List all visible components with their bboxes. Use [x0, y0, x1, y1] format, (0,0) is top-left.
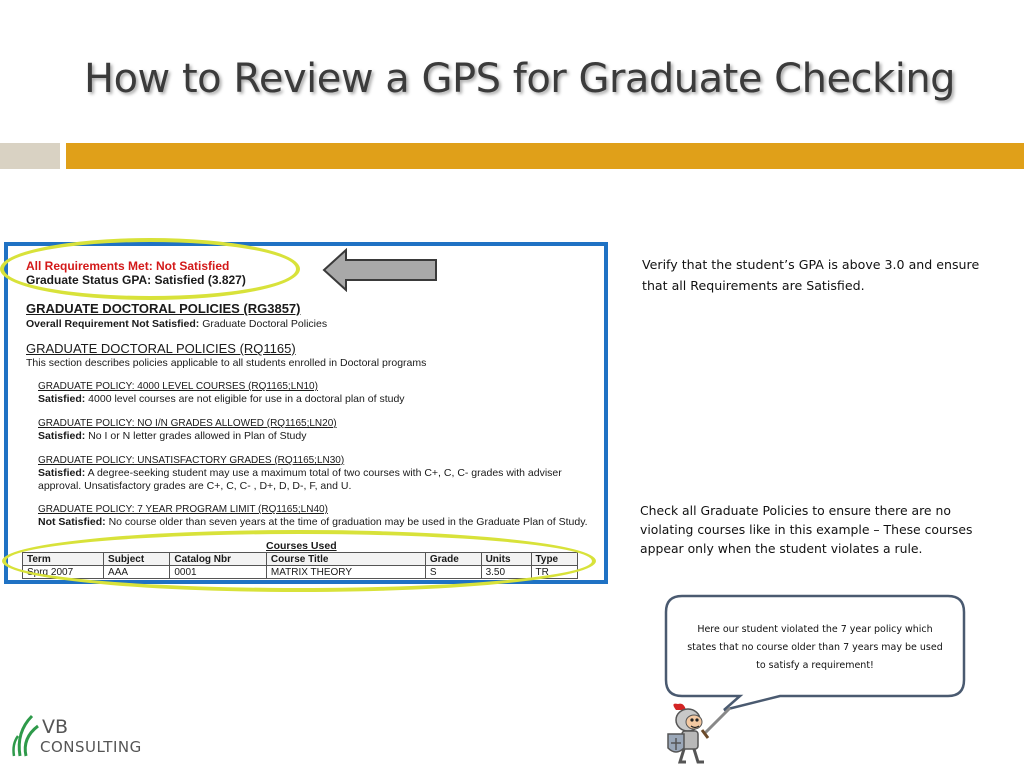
- column-header: Catalog Nbr: [170, 553, 267, 566]
- table-cell: AAA: [104, 566, 170, 579]
- table-cell: MATRIX THEORY: [266, 566, 425, 579]
- accent-bar-left: [0, 143, 60, 169]
- gpa-status: Graduate Status GPA: Satisfied (3.827): [26, 273, 246, 287]
- policy-text: Satisfied: 4000 level courses are not eligible for use in a doctoral plan of study: [38, 393, 405, 405]
- column-header: Subject: [104, 553, 170, 566]
- policy-title: GRADUATE POLICY: 4000 LEVEL COURSES (RQ1165;LN10): [38, 381, 318, 392]
- accent-bar-main: [66, 143, 1024, 169]
- policy-text: Not Satisfied: No course older than seven years at the time of graduation may be used in the Graduate Plan of Study.: [38, 516, 588, 528]
- left-arrow-icon: [322, 248, 440, 292]
- policy-title: GRADUATE POLICY: 7 YEAR PROGRAM LIMIT (RQ1165;LN40): [38, 504, 328, 515]
- table-cell: S: [425, 566, 481, 579]
- section1-text: Overall Requirement Not Satisfied: Graduate Doctoral Policies: [26, 318, 328, 330]
- policy-instruction: Check all Graduate Policies to ensure there are no violating courses like in this example – These courses appear only when the student violates a rule.: [640, 503, 973, 556]
- policy-text: Satisfied: No I or N letter grades allowed in Plan of Study: [38, 430, 307, 442]
- column-header: Units: [481, 553, 531, 566]
- table-cell: 0001: [170, 566, 267, 579]
- policy-title: GRADUATE POLICY: NO I/N GRADES ALLOWED (RQ1165;LN20): [38, 418, 337, 429]
- table-cell: Sprg 2007: [23, 566, 104, 579]
- knight-mascot-icon: [664, 700, 740, 768]
- bubble-text: Here our student violated the 7 year policy which states that no course older than 7 years may be used to satisfy a requirement!: [687, 624, 943, 671]
- logo-vb-text: VB: [42, 716, 69, 738]
- policy-text-continued: approval. Unsatisfactory grades are C+, C, C- , D+, D, D-, F, and U.: [38, 480, 352, 492]
- column-header: Grade: [425, 553, 481, 566]
- gpa-instruction: Verify that the student’s GPA is above 3.0 and ensure that all Requirements are Satisfied.: [642, 257, 980, 293]
- table-cell: TR: [531, 566, 577, 579]
- section2-title: GRADUATE DOCTORAL POLICIES (RQ1165): [26, 341, 296, 356]
- section1-title: GRADUATE DOCTORAL POLICIES (RG3857): [26, 301, 301, 316]
- logo-consulting-text: CONSULTING: [40, 738, 142, 756]
- table-cell: 3.50: [481, 566, 531, 579]
- column-header: Course Title: [266, 553, 425, 566]
- highlight-oval-courses: [2, 530, 596, 592]
- column-header: Type: [531, 553, 577, 566]
- column-header: Term: [23, 553, 104, 566]
- policy-title: GRADUATE POLICY: UNSATISFACTORY GRADES (RQ1165;LN30): [38, 455, 345, 466]
- requirements-status: All Requirements Met: Not Satisfied: [26, 259, 230, 273]
- slide-title: How to Review a GPS for Graduate Checking: [84, 56, 956, 102]
- vb-logo-icon: [10, 714, 40, 758]
- courses-used-label: Courses Used: [266, 540, 337, 552]
- highlight-oval-requirements: [0, 238, 300, 300]
- policy-text: Satisfied: A degree-seeking student may use a maximum total of two courses with C+, C, C- grades with adviser: [38, 467, 562, 479]
- section2-text: This section describes policies applicable to all students enrolled in Doctoral programs: [26, 357, 427, 369]
